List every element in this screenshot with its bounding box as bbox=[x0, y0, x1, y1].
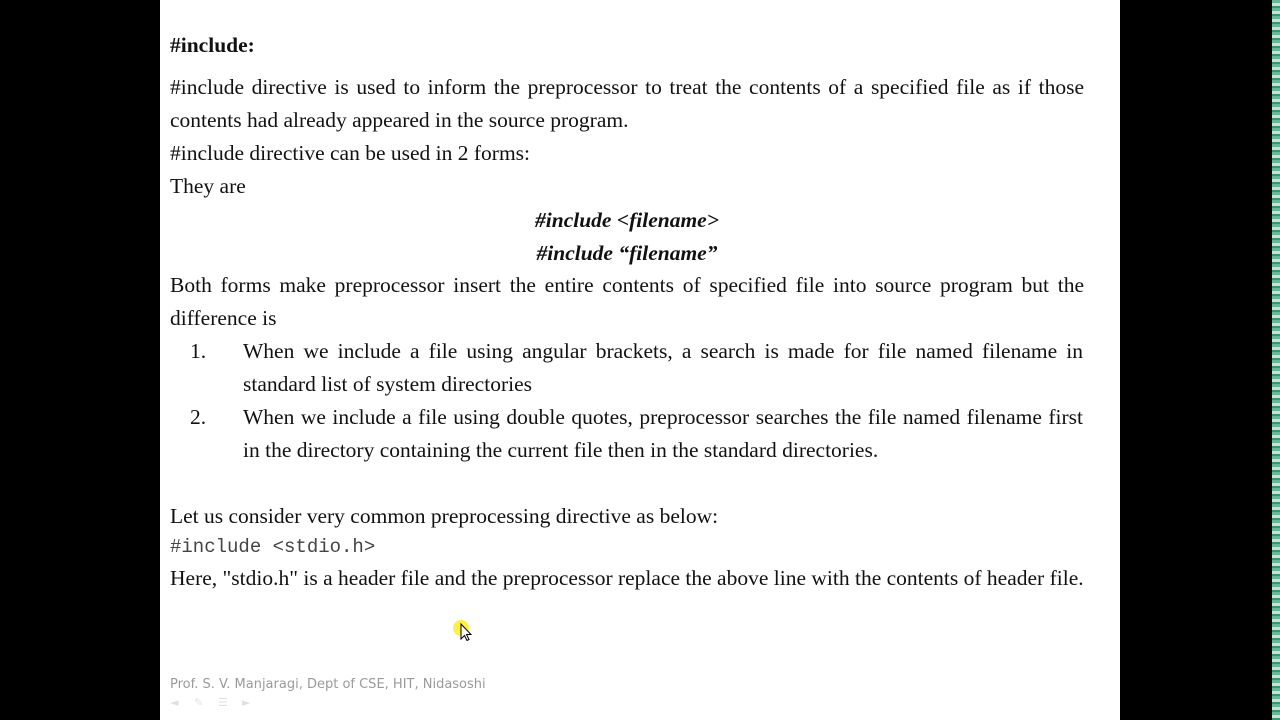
forward-arrow-icon[interactable]: ► bbox=[242, 696, 251, 709]
list-item-text: When we include a file using angular brackets, a search is made for file named filename in standard list of system directories bbox=[243, 339, 1083, 396]
form-double-quotes: #include “filename” bbox=[536, 241, 718, 265]
list-item-number: 2. bbox=[190, 405, 207, 429]
paragraph-definition: #include directive is used to inform the preprocessor to treat the contents of a specified file as if those contents had already appeared in the source program. bbox=[170, 75, 1084, 132]
paragraph-both-forms: Both forms make preprocessor insert the entire contents of specified file into source program but the difference is bbox=[170, 273, 1084, 330]
form-angle-brackets: #include <filename> bbox=[535, 208, 719, 232]
paragraph-consider: Let us consider very common preprocessing directive as below: bbox=[170, 504, 719, 528]
paragraph-they-are: They are bbox=[170, 174, 246, 198]
code-example: #include <stdio.h> bbox=[170, 536, 376, 558]
slide-nav-controls[interactable] bbox=[170, 696, 258, 708]
slide-footer: Prof. S. V. Manjaragi, Dept of CSE, HIT, Nidasoshi bbox=[170, 677, 486, 692]
menu-icon[interactable]: ☰ bbox=[218, 696, 228, 709]
mouse-pointer-highlight-icon bbox=[452, 619, 474, 641]
paragraph-explanation: Here, "stdio.h" is a header file and the preprocessor replace the above line with the contents of header file. bbox=[170, 566, 1084, 590]
pen-icon[interactable]: ✎ bbox=[194, 696, 204, 709]
list-item-number: 1. bbox=[190, 339, 207, 363]
slide-heading: #include: bbox=[170, 33, 255, 57]
paragraph-forms: #include directive can be used in 2 forms: bbox=[170, 141, 531, 165]
slide bbox=[160, 0, 1120, 720]
background-strip bbox=[1272, 0, 1280, 720]
list-item-text: When we include a file using double quotes, preprocessor searches the file named filename first in the directory containing the current file then in the standard directories. bbox=[243, 405, 1083, 462]
back-arrow-icon[interactable]: ◄ bbox=[170, 696, 179, 709]
